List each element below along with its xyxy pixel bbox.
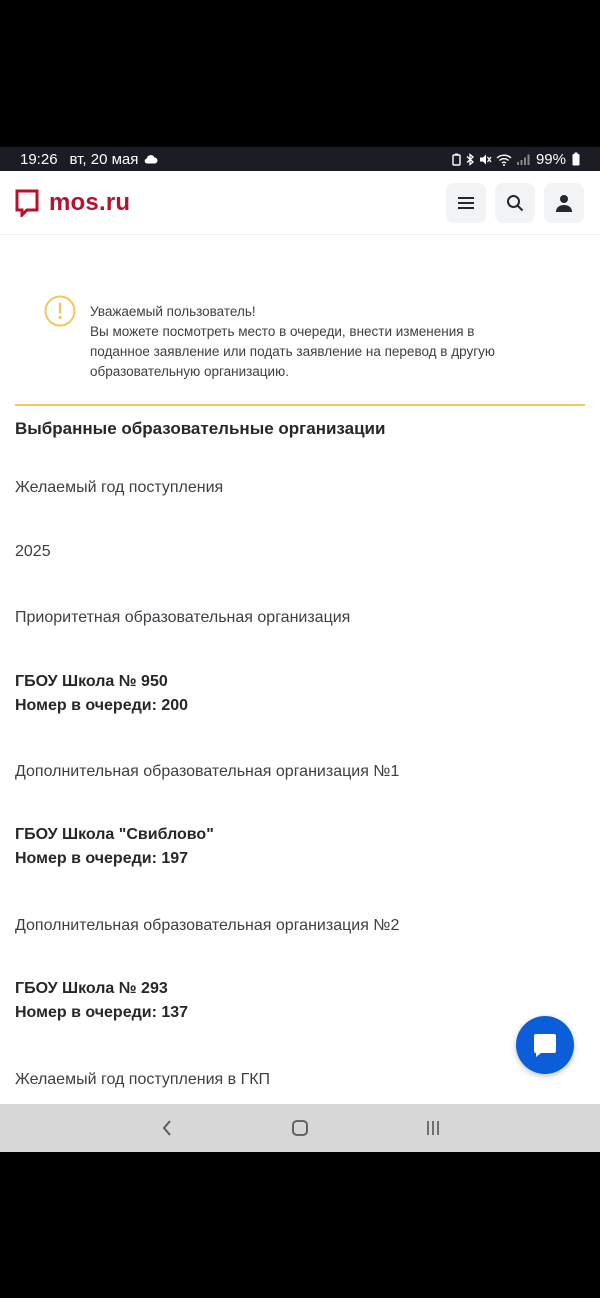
additional2-label: Дополнительная образовательная организация №2 bbox=[15, 917, 400, 934]
year-label: Желаемый год поступления bbox=[15, 479, 224, 496]
priority-school: ГБОУ Школа № 950 bbox=[15, 673, 168, 690]
signal-icon bbox=[516, 153, 530, 166]
priority-label: Приоритетная образовательная организация bbox=[15, 609, 351, 626]
site-header bbox=[0, 171, 600, 235]
notice-line-1: Уважаемый пользователь! bbox=[90, 304, 256, 319]
battery-icon bbox=[572, 152, 580, 166]
additional1-school: ГБОУ Школа "Свиблово" bbox=[15, 826, 214, 843]
cloud-icon bbox=[144, 154, 158, 164]
search-icon bbox=[506, 194, 524, 212]
battery-percent: 99% bbox=[535, 150, 566, 168]
chat-button[interactable] bbox=[516, 1016, 574, 1074]
gkp-year-label: Желаемый год поступления в ГКП bbox=[15, 1071, 271, 1088]
recents-icon bbox=[424, 1119, 442, 1137]
additional1-label: Дополнительная образовательная организация №1 bbox=[15, 763, 400, 780]
home-button[interactable] bbox=[280, 1108, 320, 1148]
additional2-school: ГБОУ Школа № 293 bbox=[15, 980, 168, 997]
status-bar bbox=[0, 147, 600, 171]
system-nav-bar bbox=[0, 1104, 600, 1152]
wifi-icon bbox=[496, 153, 512, 166]
warning-icon bbox=[44, 295, 76, 327]
notice-line-2: Вы можете посмотреть место в очереди, внести изменения в bbox=[90, 324, 475, 339]
battery-saver-icon bbox=[452, 153, 461, 166]
bluetooth-icon bbox=[465, 153, 475, 166]
app-screen bbox=[0, 171, 600, 1104]
year-value: 2025 bbox=[15, 543, 51, 560]
profile-button[interactable] bbox=[544, 183, 584, 223]
notice-line-3: поданное заявление или подать заявление на перевод в другую bbox=[90, 344, 496, 359]
home-icon bbox=[291, 1119, 309, 1137]
logo-mark-icon bbox=[15, 189, 39, 217]
additional1-queue: Номер в очереди: 197 bbox=[15, 850, 189, 867]
notice-banner bbox=[15, 285, 585, 406]
menu-icon bbox=[457, 196, 475, 210]
back-icon bbox=[161, 1119, 173, 1137]
priority-queue: Номер в очереди: 200 bbox=[15, 697, 189, 714]
status-time: 19:26 bbox=[20, 150, 58, 168]
back-button[interactable] bbox=[147, 1108, 187, 1148]
logo-text: mos.ru bbox=[49, 188, 131, 216]
status-date: вт, 20 мая bbox=[69, 150, 139, 168]
notice-line-4: образовательную организацию. bbox=[90, 364, 289, 379]
chat-icon bbox=[532, 1032, 558, 1058]
section-title: Выбранные образовательные организации bbox=[15, 419, 386, 438]
menu-button[interactable] bbox=[446, 183, 486, 223]
additional2-queue: Номер в очереди: 137 bbox=[15, 1004, 189, 1021]
mute-icon bbox=[479, 153, 492, 166]
user-icon bbox=[555, 194, 573, 212]
recents-button[interactable] bbox=[413, 1108, 453, 1148]
site-logo[interactable] bbox=[15, 189, 130, 217]
notice-text bbox=[90, 302, 560, 382]
search-button[interactable] bbox=[495, 183, 535, 223]
